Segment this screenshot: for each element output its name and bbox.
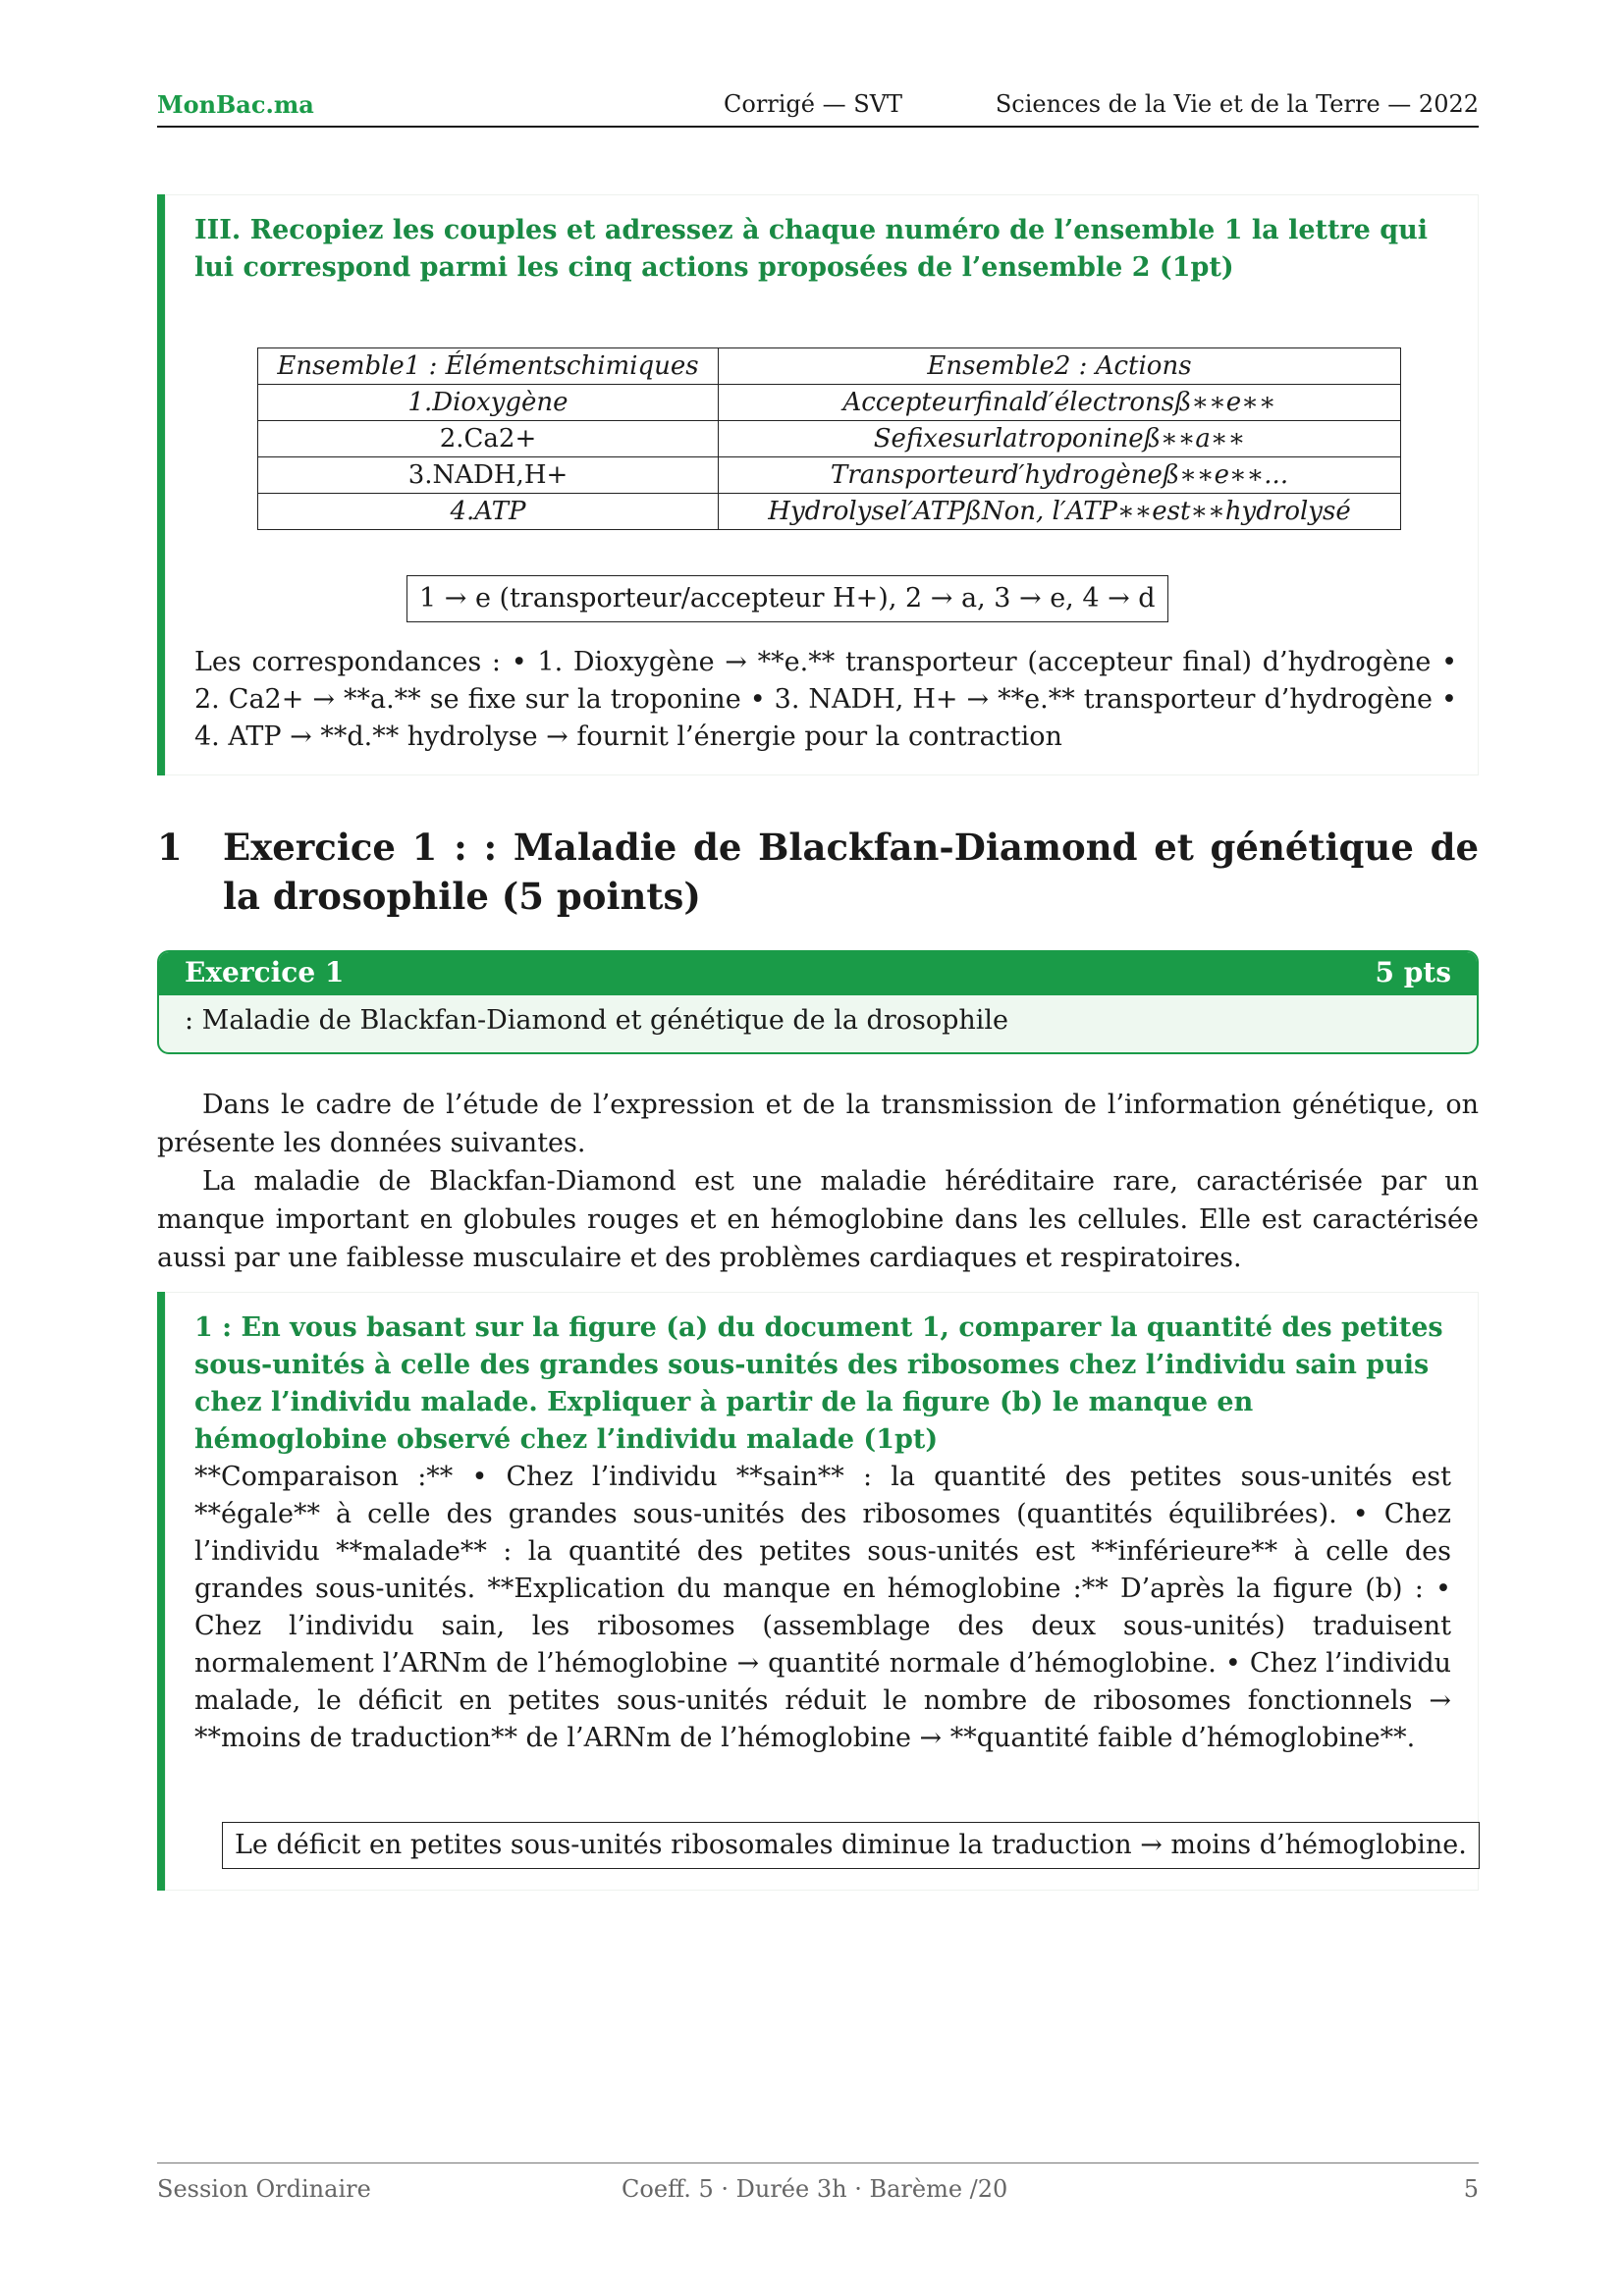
header-subject: Corrigé — SVT <box>724 90 903 118</box>
table-header-row <box>258 348 1401 385</box>
table-row <box>258 494 1401 530</box>
exercise-points: 5 pts <box>1375 956 1451 988</box>
section-title: Exercice 1 : : Maladie de Blackfan-Diamond et génétique de la drosophile (5 points) <box>223 826 1479 918</box>
table-header-cell: Ensemble1 : Élémentschimiques <box>258 348 719 385</box>
footer-page-number: 5 <box>1463 2175 1479 2203</box>
footer-session: Session Ordinaire <box>157 2175 371 2203</box>
footer-coefficients: Coeff. 5 · Durée 3h · Barème /20 <box>622 2175 1008 2203</box>
header-exam-title: Sciences de la Vie et de la Terre — 2022 <box>995 90 1479 118</box>
table-cell: Hydrolysel′ATPßNon, l′ATP∗∗est∗∗hydrolysé <box>719 494 1401 530</box>
question-1-answer-text: **Comparaison :** • Chez l’individu **sain** : la quantité des petites sous-unités est **égale** à celle des grandes sous-unités des ribosomes (quantités équilibrées). • Chez l’individu **malade** : la quantité des petites sous-unités est **inférieure** à celle des grandes sous-unités. **Explication du manque en hémoglobine :** D’après la figure (b) : • Chez l’individu sain, les ribosomes (assemblage des deux sous-unités) traduisent normalement l’ARNm de l’hémoglobine → quantité normale d’hémoglobine. • Chez l’individu malade, le déficit en petites sous-unités réduit le nombre de ribosomes fonctionnels → **moins de traduction** de l’ARNm de l’hémoglobine → **quantité faible d’hémoglobine**. <box>194 1462 1451 1753</box>
question-1-box <box>157 1292 1479 1891</box>
intro-paragraph: La maladie de Blackfan-Diamond est une maladie héréditaire rare, caractérisée par un manque important en globules rouges et en hémoglobine dans les cellules. Elle est caractérisée aussi par une faiblesse musculaire et des problèmes cardiaques et respiratoires. <box>157 1166 1479 1273</box>
table-row <box>258 457 1401 494</box>
question-3-title: III. Recopiez les couples et adressez à chaque numéro de l’ensemble 1 la lettre qui lui correspond parmi les cinq actions proposées de l’ensemble 2 (1pt) <box>194 215 1429 283</box>
page-footer <box>157 2163 1479 2203</box>
table-cell: 2.Ca2+ <box>258 421 719 457</box>
table-cell: Sefixesurlatroponineß∗∗a∗∗ <box>719 421 1401 457</box>
exercise-subtitle: : Maladie de Blackfan-Diamond et génétique de la drosophile <box>185 1005 1009 1036</box>
table-cell: 4.ATP <box>258 494 719 530</box>
question-1-answer-box: Le déficit en petites sous-unités ribosomales diminue la traduction → moins d’hémoglobine. <box>222 1822 1480 1869</box>
exercise-label: Exercice 1 <box>185 956 345 988</box>
question-3-box <box>157 194 1479 775</box>
table-cell: 3.NADH,H+ <box>258 457 719 494</box>
correspondence-table <box>257 347 1401 530</box>
table-header-cell: Ensemble2 : Actions <box>719 348 1401 385</box>
question-1-title: 1 : En vous basant sur la figure (a) du document 1, comparer la quantité des petites sous-unités à celle des grandes sous-unités des ribosomes chez l’individu sain puis chez l’individu malade. Expliquer à partir de la figure (b) le manque en hémoglobine observé chez l’individu malade (1pt) <box>194 1312 1443 1455</box>
page <box>157 0 1479 2296</box>
table-row <box>258 385 1401 421</box>
table-cell: Transporteurd′hydrogèneß∗∗e∗∗... <box>719 457 1401 494</box>
section-number: 1 <box>157 826 183 869</box>
table-row <box>258 421 1401 457</box>
intro-paragraph: Dans le cadre de l’étude de l’expression et de la transmission de l’information génétique, on présente les données suivantes. <box>157 1090 1479 1158</box>
page-header <box>157 90 1479 128</box>
table-cell: 1.Dioxygène <box>258 385 719 421</box>
question-3-correspondences: Les correspondances : • 1. Dioxygène → **e.** transporteur (accepteur final) d’hydrogène • 2. Ca2+ → **a.** se fixe sur la troponine • 3. NADH, H+ → **e.** transporteur d’hydrogène • 4. ATP → **d.** hydrolyse → fournit l’énergie pour la contraction <box>194 647 1457 752</box>
exercise-banner <box>157 950 1479 1054</box>
exercise-banner-bar <box>159 952 1477 995</box>
brand-logo-text[interactable]: MonBac.ma <box>157 90 314 119</box>
table-cell: Accepteurfinald′électronsß∗∗e∗∗ <box>719 385 1401 421</box>
question-3-answer-box: 1 → e (transporteur/accepteur H+), 2 → a, 3 → e, 4 → d <box>406 575 1168 622</box>
